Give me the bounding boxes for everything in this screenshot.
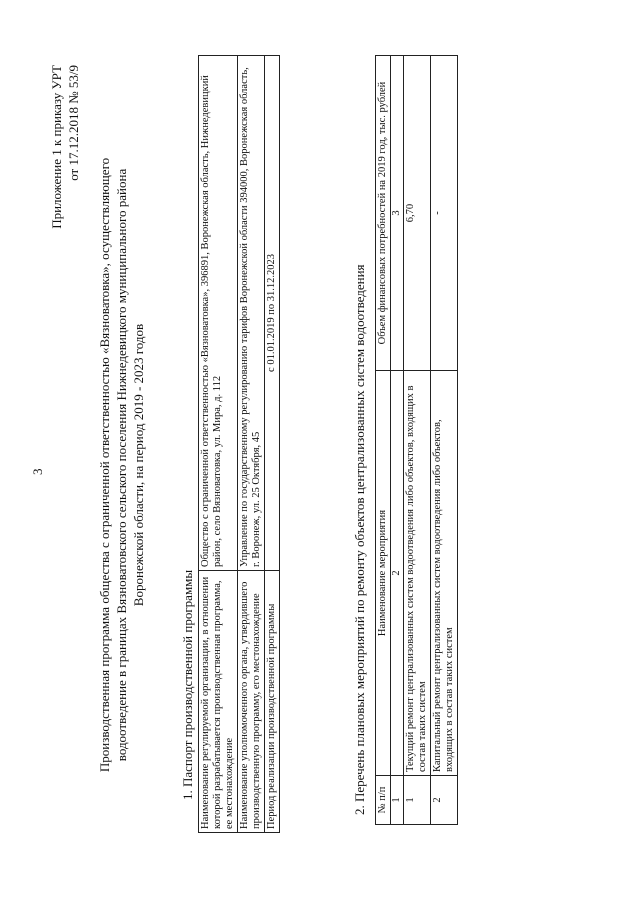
- index-cell: 2: [391, 371, 404, 776]
- index-cell: 1: [391, 776, 404, 825]
- passport-value-period: с 01.01.2019 по 31.12.2023: [265, 56, 280, 571]
- title-line-2: водоотведение в границах Вязноватовского сельского поселения Нижнедевицкого муниципального района: [114, 168, 129, 762]
- passport-label-authority: Наименование уполномоченного органа, утвердившего производственную программу, его местонахождение: [238, 571, 265, 833]
- passport-value-organization: Общество с ограниченной ответственностью «Вязноватовка», 396891, Воронежская область, Нижнедевицкий район, село Вязноватовка, ул. Мира, д. 112: [199, 56, 238, 571]
- passport-label-organization: Наименование регулируемой организации, в отношении которой разрабатывается производственная программа, ее местонахождение: [199, 571, 238, 833]
- passport-value-authority: Управление по государственному регулированию тарифов Воронежской области 394000, Воронежская область, г. Воронеж, ул. 25 Октября, 45: [238, 56, 265, 571]
- program-passport-table: [198, 55, 280, 833]
- appendix-line-2: от 17.12.2018 № 53/9: [66, 65, 81, 181]
- header-name: Наименование мероприятия: [376, 371, 391, 776]
- index-cell: 3: [391, 56, 404, 371]
- title-line-1: Производственная программа общества с ограниченной ответственностью «Вязноватовка», осуществляющего: [97, 157, 112, 773]
- table-row: [238, 56, 265, 833]
- header-num: № п/п: [376, 776, 391, 825]
- row-name: Капитальный ремонт централизованных систем водоотведения либо объектов, входящих в состав таких систем: [431, 371, 458, 776]
- table-row: [404, 56, 431, 825]
- row-num: 2: [431, 776, 458, 825]
- header-volume: Объем финансовых потребностей на 2019 год, тыс. рублей: [376, 56, 391, 371]
- title-line-3: Воронежской области, на период 2019 - 2023 годов: [131, 323, 146, 607]
- table-row: [431, 56, 458, 825]
- passport-label-period: Период реализации производственной программы: [265, 571, 280, 833]
- table-index-row: [391, 56, 404, 825]
- row-num: 1: [404, 776, 431, 825]
- table-row: [199, 56, 238, 833]
- appendix-note: [48, 65, 82, 265]
- row-name: Текущий ремонт централизованных систем водоотведения либо объектов, входящих в состав таких систем: [404, 371, 431, 776]
- repair-measures-table: [375, 55, 458, 825]
- table-header-row: [376, 56, 391, 825]
- table-row: [265, 56, 280, 833]
- page-number: 3: [30, 468, 45, 475]
- row-volume: 6,70: [404, 56, 431, 371]
- section-1-heading: 1. Паспорт производственной программы: [180, 569, 195, 800]
- appendix-line-1: Приложение 1 к приказу УРТ: [49, 65, 64, 229]
- document-title: [96, 115, 147, 815]
- row-volume: -: [431, 56, 458, 371]
- section-2-heading: 2. Перечень плановых мероприятий по ремонту объектов централизованных систем водоотведения: [352, 264, 367, 815]
